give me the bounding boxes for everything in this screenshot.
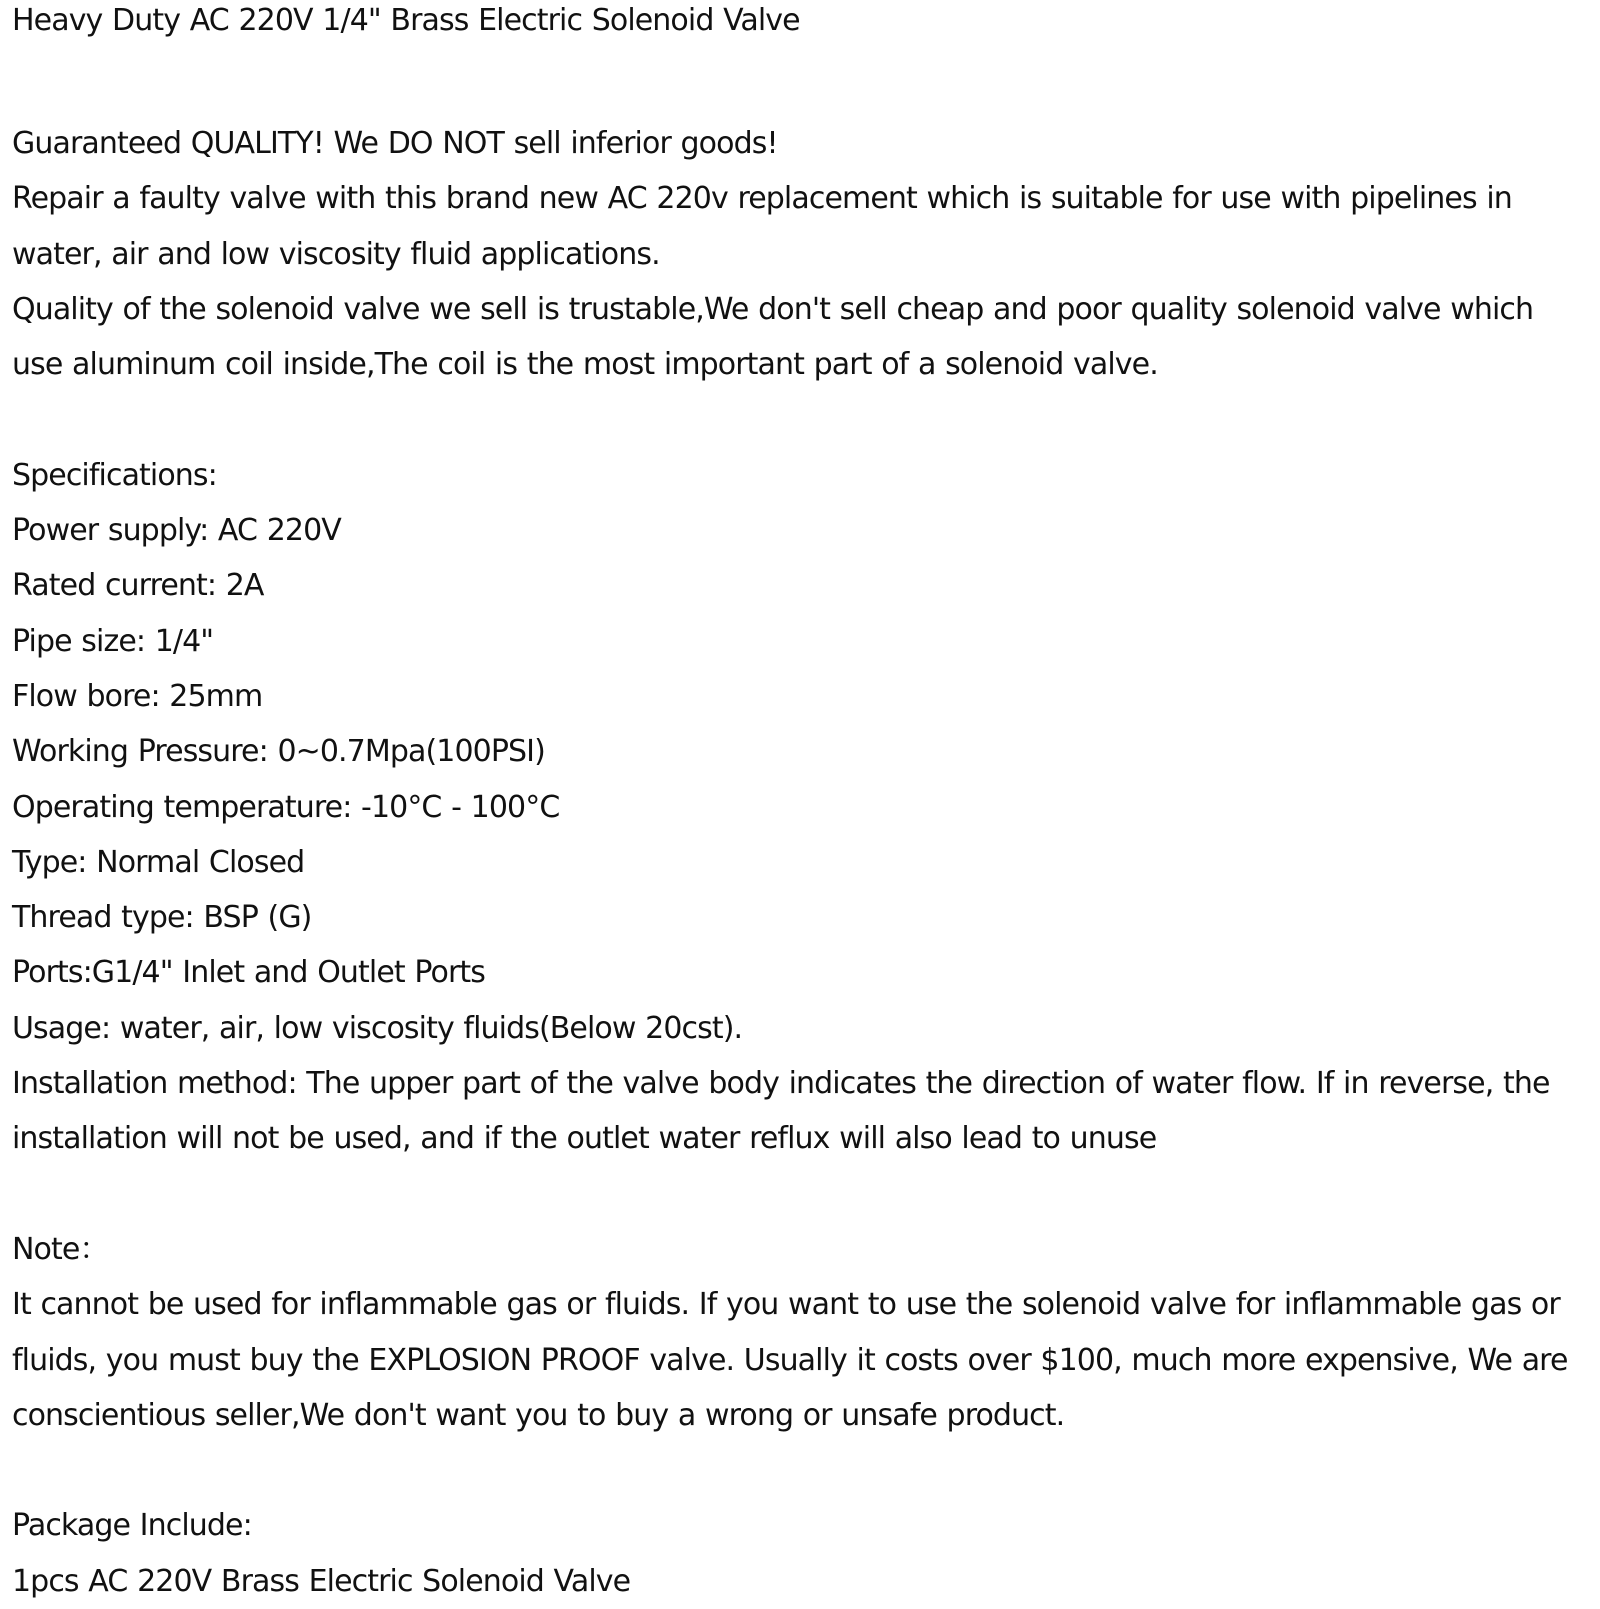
spacer bbox=[12, 1167, 1592, 1222]
package-item: 1pcs AC 220V Brass Electric Solenoid Valve bbox=[12, 1563, 631, 1599]
spec-rated-current: Rated current: 2A bbox=[12, 568, 264, 604]
spec-working-pressure: Working Pressure: 0~0.7Mpa(100PSI) bbox=[12, 734, 545, 770]
spacer bbox=[12, 392, 1592, 447]
spec-thread-type: Thread type: BSP (G) bbox=[12, 900, 312, 936]
product-description bbox=[12, 0, 1592, 1609]
spec-flow-bore: Flow bore: 25mm bbox=[12, 678, 263, 714]
spec-pipe-size: Pipe size: 1/4" bbox=[12, 623, 214, 659]
product-title: Heavy Duty AC 220V 1/4" Brass Electric Solenoid Valve bbox=[12, 3, 800, 38]
spec-power-supply: Power supply: AC 220V bbox=[12, 513, 341, 549]
repair-text-line-2: water, air and low viscosity fluid applications. bbox=[12, 236, 660, 272]
repair-text-line-1: Repair a faulty valve with this brand new AC 220v replacement which is suitable for use with pipelines in bbox=[12, 181, 1512, 217]
spec-ports: Ports:G1/4" Inlet and Outlet Ports bbox=[12, 955, 485, 991]
spacer bbox=[12, 1443, 1592, 1498]
spec-operating-temperature: Operating temperature: -10°C - 100°C bbox=[12, 789, 560, 825]
spacer bbox=[12, 42, 1592, 116]
spec-installation-method-line-1: Installation method: The upper part of the valve body indicates the direction of water flow. If in reverse, the bbox=[12, 1066, 1550, 1102]
note-heading: Note： bbox=[12, 1231, 109, 1267]
specifications-heading: Specifications: bbox=[12, 457, 217, 493]
spec-type: Type: Normal Closed bbox=[12, 844, 305, 880]
note-line-1: It cannot be used for inflammable gas or fluids. If you want to use the solenoid valve for inflammable gas or bbox=[12, 1287, 1560, 1323]
note-line-3: conscientious seller,We don't want you to buy a wrong or unsafe product. bbox=[12, 1397, 1065, 1433]
quality-text-line-1: Quality of the solenoid valve we sell is trustable,We don't sell cheap and poor quality solenoid valve which bbox=[12, 291, 1534, 327]
note-line-2: fluids, you must buy the EXPLOSION PROOF valve. Usually it costs over $100, much more expensive, We are bbox=[12, 1342, 1568, 1378]
package-heading: Package Include: bbox=[12, 1508, 252, 1544]
quality-text-line-2: use aluminum coil inside,The coil is the most important part of a solenoid valve. bbox=[12, 347, 1158, 383]
spec-installation-method-line-2: installation will not be used, and if the outlet water reflux will also lead to unuse bbox=[12, 1121, 1157, 1157]
spec-usage: Usage: water, air, low viscosity fluids(Below 20cst). bbox=[12, 1010, 743, 1046]
guarantee-text: Guaranteed QUALITY! We DO NOT sell inferior goods! bbox=[12, 126, 778, 161]
